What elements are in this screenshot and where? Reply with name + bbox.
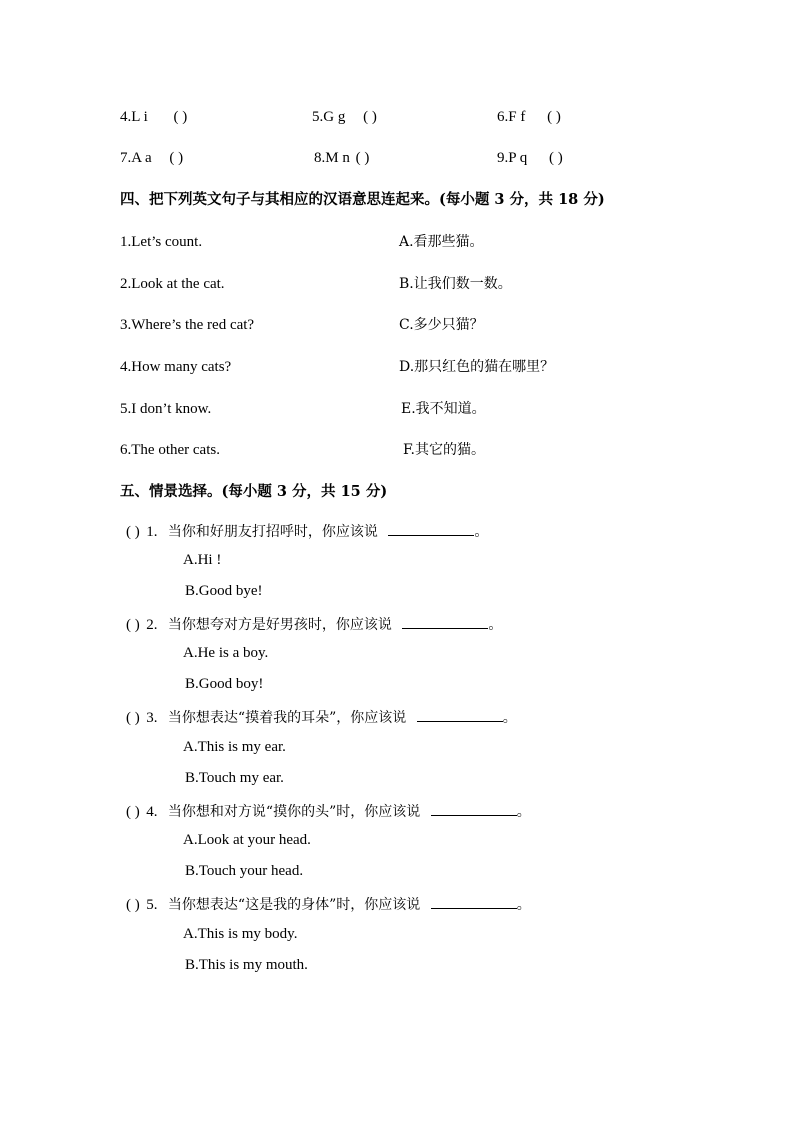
question-number: 1. — [146, 524, 158, 540]
option-4a: A.Look at your head. — [183, 832, 311, 848]
match-english-5: 5.I don’t know. — [120, 401, 212, 417]
answer-blank[interactable] — [402, 612, 488, 629]
answer-blank[interactable] — [388, 519, 474, 536]
question-number: 2. — [146, 617, 158, 633]
letter-item-6 — [497, 107, 561, 127]
option-3b: B.Touch my ear. — [185, 770, 284, 786]
option-1b: B.Good bye! — [185, 583, 263, 599]
end-mark: 。 — [516, 897, 531, 913]
end-mark: 。 — [488, 617, 503, 633]
end-mark: 。 — [516, 804, 531, 820]
answer-paren: ( ) — [126, 617, 140, 633]
answer-blank[interactable] — [431, 892, 517, 909]
question-stem: 当你想表达“这是我的身体”时，你应该说 — [167, 897, 421, 913]
option-5b: B.This is my mouth. — [185, 957, 308, 973]
question-5 — [126, 892, 531, 915]
letter-label: 7.A a — [120, 150, 152, 166]
match-english-6: 6.The other cats. — [120, 442, 220, 458]
match-chinese-d: D.那只红色的猫在哪里？ — [399, 359, 555, 375]
question-number: 3. — [146, 710, 158, 726]
letter-item-4 — [120, 107, 187, 127]
end-mark: 。 — [474, 524, 489, 540]
section4-heading: 四、把下列英文句子与其相应的汉语意思连起来。(每小题 3 分，共 18 分) — [120, 191, 605, 208]
letter-item-9 — [497, 148, 563, 168]
option-4b: B.Touch your head. — [185, 863, 304, 879]
question-number: 4. — [146, 804, 158, 820]
answer-paren: ( ) — [169, 150, 184, 166]
match-chinese-c: C.多少只猫？ — [399, 317, 484, 333]
question-1 — [126, 519, 488, 542]
answer-paren: ( ) — [173, 109, 188, 125]
question-stem: 当你和好朋友打招呼时，你应该说 — [167, 524, 378, 540]
letter-label: 6.F f — [497, 109, 526, 125]
option-2b: B.Good boy! — [185, 676, 264, 692]
question-stem: 当你想夸对方是好男孩时，你应该说 — [167, 617, 392, 633]
question-stem: 当你想和对方说“摸你的头”时，你应该说 — [167, 804, 421, 820]
option-3a: A.This is my ear. — [183, 739, 286, 755]
letter-item-7 — [120, 148, 183, 168]
match-english-2: 2.Look at the cat. — [120, 276, 225, 292]
option-2a: A.He is a boy. — [183, 645, 269, 661]
answer-paren: ( ) — [126, 710, 140, 726]
answer-paren: ( ) — [126, 524, 140, 540]
match-english-4: 4.How many cats? — [120, 359, 232, 375]
question-3 — [126, 705, 517, 728]
question-4 — [126, 799, 531, 822]
match-chinese-f: F.其它的猫。 — [403, 442, 485, 458]
question-number: 5. — [146, 897, 158, 913]
option-1a: A.Hi ! — [183, 552, 222, 568]
end-mark: 。 — [502, 710, 517, 726]
answer-blank[interactable] — [431, 799, 517, 816]
answer-paren: ( ) — [355, 150, 370, 166]
answer-blank[interactable] — [417, 705, 503, 722]
letter-label: 4.L i — [120, 109, 148, 125]
match-english-3: 3.Where’s the red cat? — [120, 317, 255, 333]
match-chinese-e: E.我不知道。 — [401, 401, 486, 417]
answer-paren: ( ) — [126, 897, 140, 913]
match-chinese-b: B.让我们数一数。 — [399, 276, 512, 292]
letter-label: 8.M n — [314, 150, 350, 166]
answer-paren: ( ) — [126, 804, 140, 820]
letter-item-8 — [314, 148, 369, 168]
question-stem: 当你想表达“摸着我的耳朵”，你应该说 — [167, 710, 407, 726]
letter-label: 5.G g — [312, 109, 346, 125]
answer-paren: ( ) — [363, 109, 377, 125]
option-5a: A.This is my body. — [183, 926, 298, 942]
question-2 — [126, 612, 502, 635]
section5-heading: 五、情景选择。(每小题 3 分，共 15 分) — [120, 483, 388, 500]
match-english-1: 1.Let’s count. — [120, 234, 203, 250]
letter-item-5 — [312, 107, 377, 127]
answer-paren: ( ) — [549, 150, 563, 166]
answer-paren: ( ) — [547, 109, 561, 125]
match-chinese-a: A.看那些猫。 — [399, 234, 484, 250]
letter-label: 9.P q — [497, 150, 528, 166]
